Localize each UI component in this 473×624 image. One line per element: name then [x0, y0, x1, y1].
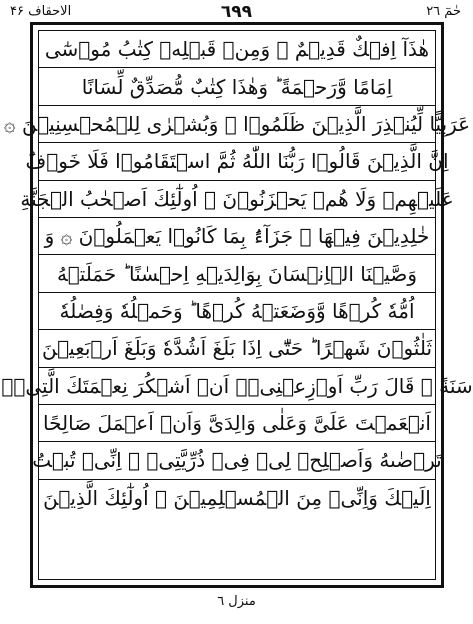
verse-line: اَنۡعَمۡتَ عَلَىَّ وَعَلٰى وَالِدَىَّ وَاَنۡ اَعۡمَلَ صَالِحًا: [39, 405, 435, 442]
verse-line: عَرَبِيًّا لِّيُنۡذِرَ الَّذِيۡنَ ظَلَمُوۡا ۖ وَبُشۡرٰى لِلۡمُحۡسِنِيۡنَ ۞: [39, 106, 435, 143]
verse-line: هٰذَآ اِفۡكٌ قَدِيۡمٌ ۞ وَمِنۡ قَبۡلِهٖ كِتٰبُ مُوۡسٰٓى: [39, 31, 435, 68]
verse-line: اُمُّهٗ كُرۡهًا وَّوَضَعَتۡهُ كُرۡهًا ؕ وَحَمۡلُهٗ وَفِصٰلُهٗ: [39, 293, 435, 330]
verse-line: سَنَةً ۙ قَالَ رَبِّ اَوۡزِعۡنِىۡۤ اَنۡ اَشۡكُرَ نِعۡمَتَكَ الَّتِىۡۤ: [39, 368, 435, 405]
surah-name: الاحقاف ۴۶: [10, 4, 72, 19]
juz-marker: حٰمٓ ٢٦: [426, 4, 461, 19]
verse-line: تَرۡضٰٮهُ وَاَصۡلِحۡ لِىۡ فِىۡ ذُرِّيَّتِىۡ ۚ اِنِّىۡ تُبۡتُ: [39, 442, 435, 479]
verse-line: اِلَيۡكَ وَاِنِّىۡ مِنَ الۡمُسۡلِمِيۡنَ ۞ اُولٰٓئِكَ الَّذِيۡنَ: [43, 486, 431, 511]
verse-line: وَصَّيۡنَا الۡاِنۡسَانَ بِوَالِدَيۡهِ اِحۡسٰنًا ؕ حَمَلَتۡهُ: [39, 255, 435, 292]
verse-line: اِنَّ الَّذِيۡنَ قَالُوۡا رَبُّنَا اللّٰهُ ثُمَّ اسۡتَقَامُوۡا فَلَا خَوۡفٌ: [39, 143, 435, 180]
page-number: ٦٩٩: [220, 2, 253, 22]
text-frame-inner: [1, 30, 473, 580]
manzil-footer: منزل ٦: [217, 594, 256, 609]
text-frame: [1, 22, 473, 588]
verse-line: ثَلٰثُوۡنَ شَهۡرًا ؕ حَتّٰٓى اِذَا بَلَغَ اَشُدَّهٗ وَبَلَغَ اَرۡبَعِيۡنَ: [39, 330, 435, 367]
verse-lines: [1, 31, 473, 579]
verse-line: اِمَامًا وَّرَحۡمَةً ؕ وَهٰذَا كِتٰبٌ مُّصَدِّقٌ لِّسَانًا: [39, 68, 435, 105]
verse-line: خٰلِدِيۡنَ فِيۡهَا ۚ جَزَآءًۢ بِمَا كَانُوۡا يَعۡمَلُوۡنَ ۞ وَ: [39, 218, 435, 255]
verse-line: عَلَيۡهِمۡ وَلَا هُمۡ يَحۡزَنُوۡنَ ۞ اُولٰٓئِكَ اَصۡحٰبُ الۡجَنَّةِ: [39, 181, 435, 218]
